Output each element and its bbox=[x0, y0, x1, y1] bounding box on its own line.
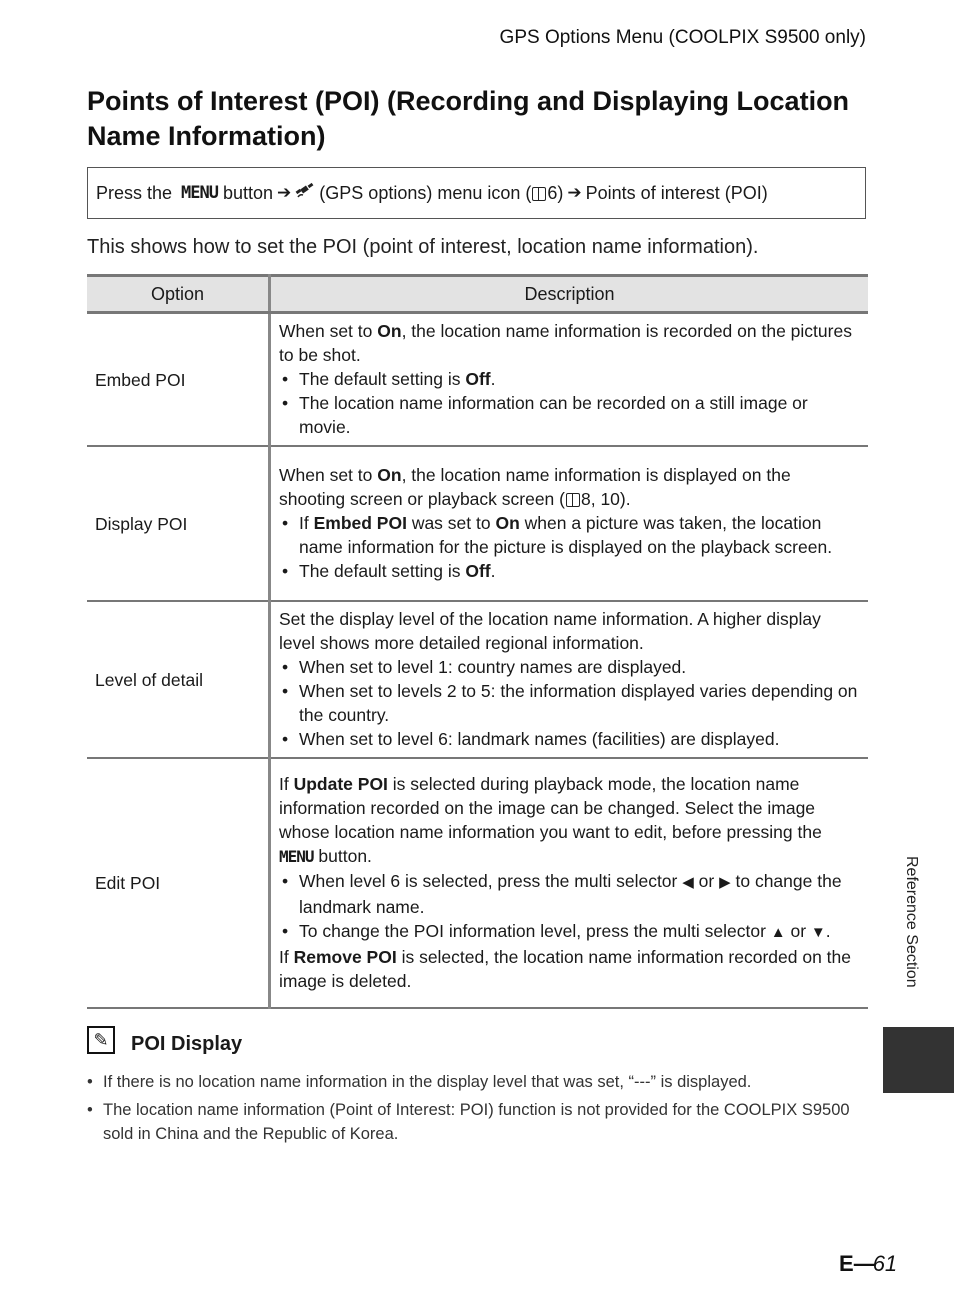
list-item: • When set to levels 2 to 5: the information displayed varies depending on the country. bbox=[299, 679, 860, 727]
menu-path-box bbox=[87, 167, 866, 219]
column-header-description: Description bbox=[270, 276, 869, 313]
list-item: • The location name information (Point of Interest: POI) function is not provided for the COOLPIX S9500 sold in China and the Republic of Korea. bbox=[87, 1098, 857, 1146]
menu-path-press-the: Press the bbox=[96, 182, 173, 203]
multi-selector-down-icon: ▼ bbox=[810, 924, 826, 941]
table-header-row bbox=[87, 276, 868, 313]
pencil-note-icon: ✎ bbox=[87, 1026, 115, 1054]
multi-selector-left-icon: ◀ bbox=[682, 874, 694, 891]
option-name: Display POI bbox=[87, 446, 270, 601]
list-item: • To change the POI information level, press the multi selector ▲ or ▼. bbox=[299, 919, 860, 945]
page-title: Points of Interest (POI) (Recording and Displaying Location Name Information) bbox=[87, 86, 850, 151]
menu-path-button-label: button bbox=[223, 182, 274, 203]
note-list bbox=[87, 1070, 857, 1150]
description-bullets bbox=[279, 869, 860, 945]
arrow-right-icon: ➔ bbox=[567, 183, 582, 202]
gps-options-icon bbox=[295, 182, 315, 205]
running-head: GPS Options Menu (COOLPIX S9500 only) bbox=[499, 27, 866, 48]
option-description bbox=[270, 446, 869, 601]
list-item: • If Embed POI was set to On when a picture was taken, the location name information for the picture is displayed on the playback screen. bbox=[299, 511, 860, 559]
list-item: • The default setting is Off. bbox=[299, 559, 860, 583]
option-description bbox=[270, 758, 869, 1008]
description-bullets bbox=[279, 655, 860, 751]
list-item: • If there is no location name information in the display level that was set, “---” is displayed. bbox=[87, 1070, 857, 1094]
satellite-icon bbox=[295, 182, 315, 200]
description-bullets bbox=[279, 367, 860, 439]
description-paragraph: When set to On, the location name information is displayed on the shooting screen or playback screen ( 8, 10). bbox=[279, 465, 791, 509]
book-reference-icon bbox=[566, 493, 580, 507]
options-table bbox=[87, 274, 868, 1009]
list-item: • When level 6 is selected, press the multi selector ◀ or ▶ to change the landmark name. bbox=[299, 869, 860, 919]
menu-button-icon: MENU bbox=[181, 183, 218, 203]
description-paragraph: Set the display level of the location name information. A higher display level shows more detailed regional information. bbox=[279, 609, 821, 653]
page-number bbox=[839, 1251, 897, 1277]
book-reference-icon bbox=[532, 187, 546, 201]
table-row-display-poi bbox=[87, 446, 868, 601]
section-side-label: Reference Section bbox=[903, 856, 920, 988]
page-number-value: 61 bbox=[872, 1251, 898, 1276]
option-description bbox=[270, 313, 869, 447]
column-header-option: Option bbox=[87, 276, 270, 313]
option-name: Edit POI bbox=[87, 758, 270, 1008]
option-description bbox=[270, 601, 869, 758]
table-row-embed-poi bbox=[87, 313, 868, 447]
menu-path-destination: Points of interest (POI) bbox=[585, 182, 768, 203]
list-item: • When set to level 1: country names are displayed. bbox=[299, 655, 860, 679]
arrow-right-icon: ➔ bbox=[277, 183, 292, 202]
option-name: Level of detail bbox=[87, 601, 270, 758]
menu-path-page-ref: 6) bbox=[547, 182, 564, 203]
table-row-edit-poi bbox=[87, 758, 868, 1008]
multi-selector-right-icon: ▶ bbox=[719, 874, 731, 891]
section-thumb-tab bbox=[883, 1027, 954, 1093]
description-bullets bbox=[279, 511, 860, 583]
list-item: • The location name information can be recorded on a still image or movie. bbox=[299, 391, 860, 439]
list-item: • The default setting is Off. bbox=[299, 367, 860, 391]
menu-button-icon: MENU bbox=[279, 847, 314, 866]
option-name: Embed POI bbox=[87, 313, 270, 447]
description-paragraph: When set to On, the location name information is recorded on the pictures to be shot. bbox=[279, 321, 852, 365]
reference-e-icon: E— bbox=[839, 1251, 872, 1276]
description-paragraph: If Remove POI is selected, the location name information recorded on the image is deleted. bbox=[279, 947, 851, 991]
intro-text: This shows how to set the POI (point of interest, location name information). bbox=[87, 236, 759, 258]
description-paragraph: If Update POI is selected during playback mode, the location name information recorded on the image can be changed. Select the image whose location name information you want to edit, before pressing the MENU button. bbox=[279, 774, 822, 866]
table-row-level-of-detail bbox=[87, 601, 868, 758]
note-title: POI Display bbox=[131, 1032, 243, 1055]
multi-selector-up-icon: ▲ bbox=[770, 924, 786, 941]
list-item: • When set to level 6: landmark names (facilities) are displayed. bbox=[299, 727, 860, 751]
note-header bbox=[87, 1030, 242, 1058]
menu-path-gps-text: (GPS options) menu icon ( bbox=[319, 182, 532, 203]
